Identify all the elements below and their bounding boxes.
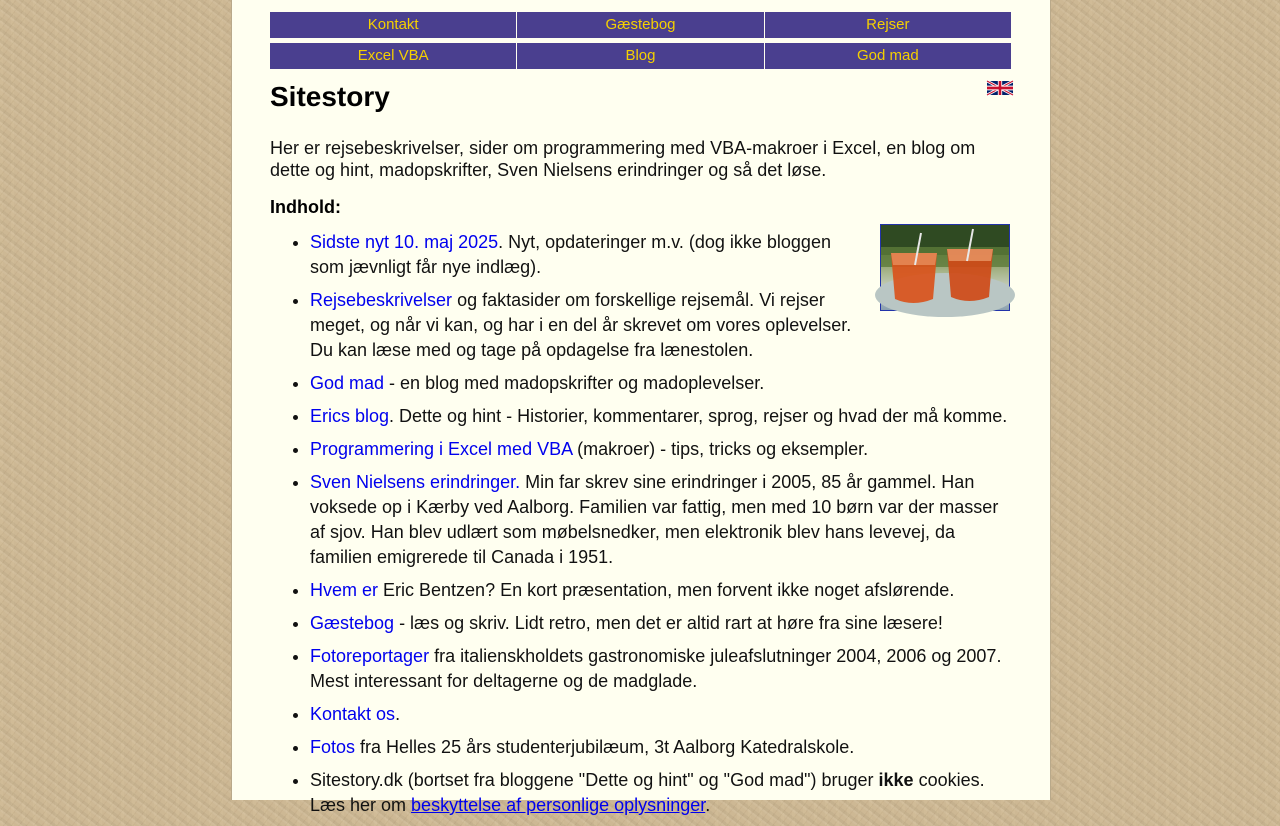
item-text: - læs og skriv. Lidt retro, men det er altid rart at høre fra sine læsere! [394,613,943,633]
list-item [310,611,1012,636]
list-item [310,230,1012,280]
link-sven-nielsen[interactable]: Sven Nielsens erindringer. [310,472,521,492]
nav-rejser[interactable]: Rejser [765,12,1011,38]
list-item [310,371,1012,396]
list-item [310,437,1012,462]
title-bar [270,75,1012,119]
link-rejsebeskrivelser[interactable]: Rejsebeskrivelser [310,290,453,310]
link-hvem-er[interactable]: Hvem er [310,580,379,600]
drinks-photo-image [881,225,1009,310]
contents-heading: Indhold: [270,197,341,217]
nav-row-2 [270,43,1011,69]
item-text: . [395,704,401,724]
link-kontakt-os[interactable]: Kontakt os [310,704,396,724]
link-god-mad[interactable]: God mad [310,373,385,393]
page-title: Sitestory [270,81,390,112]
list-item [310,702,1012,727]
list-item [310,578,1012,603]
item-text: . Nyt, opdateringer m.v. (dog ikke bloggen som jævnligt får nye indlæg). [310,232,831,277]
item-text: Min far skrev sine erindringer i 2005, 85 år gammel. Han voksede op i Kærby ved Aalborg. Familien var fattig, men med 10 børn var der masser af sjov. Han blev udlært som møbelsnedker, men elektronik blev hans levevej, da familien emigrerede til Canada i 1951. [310,472,999,567]
nav-gaestebog[interactable]: Gæstebog [517,12,763,38]
nav-blog[interactable]: Blog [517,43,763,69]
item-text: . Dette og hint - Historier, kommentarer, sprog, rejser og hvad der må komme. [389,406,1008,426]
cookie-text: Sitestory.dk (bortset fra bloggene "Dette og hint" og "God mad") bruger [310,770,879,790]
link-fotoreportager[interactable]: Fotoreportager [310,646,430,666]
item-text: og faktasider om forskellige rejsemål. Vi rejser meget, og når vi kan, og har i en del år skrevet om vores oplevelser. Du kan læse med og tage på opdagelse fra lænestolen. [310,290,852,360]
link-sidste-nyt[interactable]: Sidste nyt 10. maj 2025 [310,232,499,252]
item-text: (makroer) - tips, tricks og eksempler. [572,439,869,459]
item-text: fra italienskholdets gastronomiske juleafslutninger 2004, 2006 og 2007. Mest interessant for deltagerne og de madglade. [310,646,1002,691]
nav-excel-vba[interactable]: Excel VBA [270,43,516,69]
link-gaestebog[interactable]: Gæstebog [310,613,395,633]
list-item [310,470,1012,570]
link-excel-vba[interactable]: Programmering i Excel med VBA [310,439,573,459]
drinks-photo[interactable] [880,224,1010,311]
cookie-end: . [705,795,711,815]
list-item [310,644,1012,694]
cookie-text-2: cookies. Læs her om [310,770,985,815]
nav-god-mad[interactable]: God mad [765,43,1011,69]
item-text: Eric Bentzen? En kort præsentation, men forvent ikke noget afslørende. [378,580,955,600]
nav-kontakt[interactable]: Kontakt [270,12,516,38]
content [270,12,1012,826]
list-item-cookies [310,768,1012,818]
uk-flag-icon[interactable] [987,81,1013,95]
list-item [310,735,1012,760]
item-text: - en blog med madopskrifter og madoplevelser. [384,373,765,393]
list-item [310,404,1012,429]
page-container [231,0,1051,815]
nav-row-1 [270,12,1011,38]
contents-list [270,230,1012,818]
link-erics-blog[interactable]: Erics blog [310,406,390,426]
intro-text: Her er rejsebeskrivelser, sider om programmering med VBA-makroer i Excel, en blog om dette og hint, madopskrifter, Sven Nielsens erindringer og så det løse. [270,138,976,180]
link-privacy[interactable]: beskyttelse af personlige oplysninger [411,795,706,815]
item-text: fra Helles 25 års studenterjubilæum, 3t Aalborg Katedralskole. [355,737,855,757]
link-fotos[interactable]: Fotos [310,737,356,757]
cookie-bold: ikke [878,770,914,790]
